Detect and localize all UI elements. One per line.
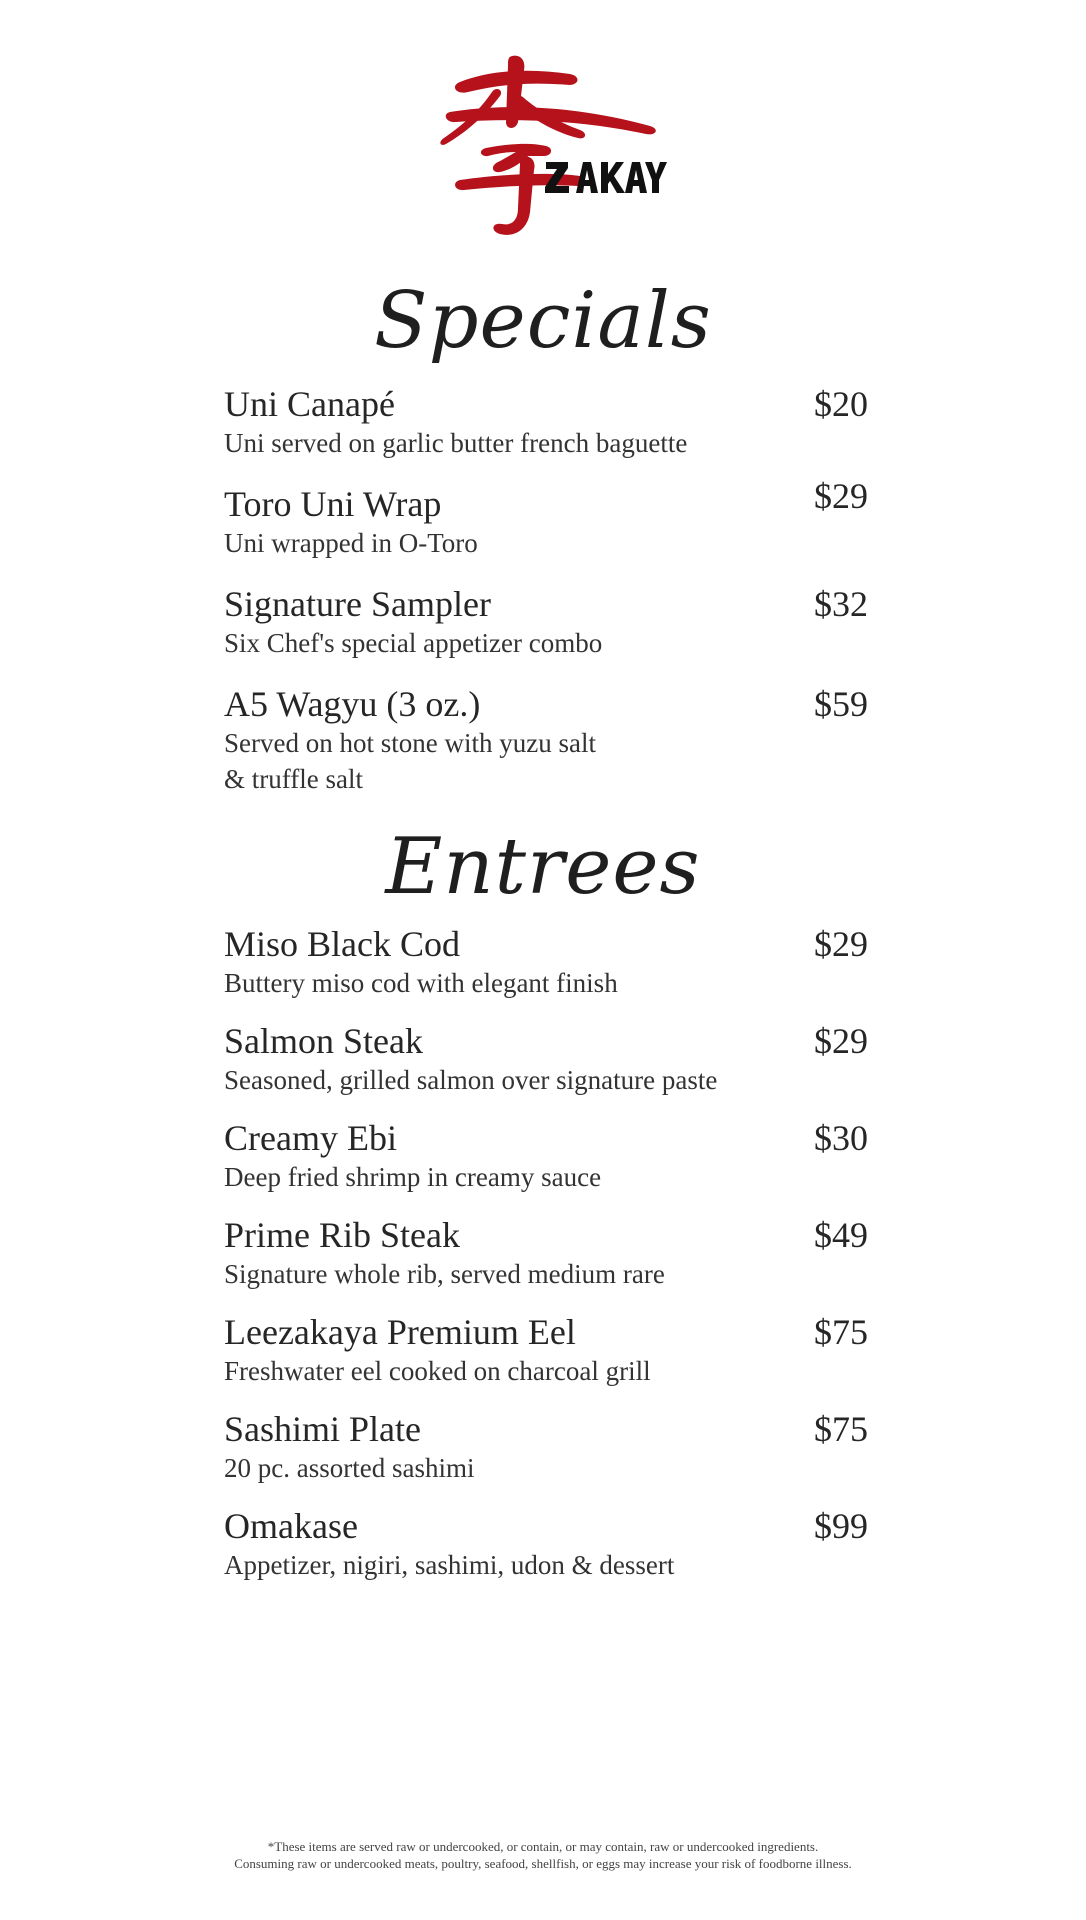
item-description: Seasoned, grilled salmon over signature paste xyxy=(224,1065,718,1095)
item-description: Uni served on garlic butter french baguette xyxy=(224,428,688,458)
item-description: Freshwater eel cooked on charcoal grill xyxy=(224,1356,651,1386)
menu-item xyxy=(224,683,868,797)
item-description: Deep fried shrimp in creamy sauce xyxy=(224,1162,602,1192)
item-description: Signature whole rib, served medium rare xyxy=(224,1259,665,1289)
menu-item xyxy=(224,1117,868,1195)
food-safety-disclaimer xyxy=(0,1838,1086,1872)
menu-item xyxy=(224,1408,868,1486)
item-name: Leezakaya Premium Eel xyxy=(224,1312,576,1352)
item-price: $30 xyxy=(814,1118,868,1158)
item-name: Toro Uni Wrap xyxy=(224,484,442,524)
item-name: Salmon Steak xyxy=(224,1021,423,1061)
item-price: $20 xyxy=(814,384,868,424)
item-description-continued: & truffle salt xyxy=(224,764,363,794)
item-name: Uni Canapé xyxy=(224,384,395,424)
disclaimer-line-2: Consuming raw or undercooked meats, poultry, seafood, shellfish, or eggs may increase your risk of foodborne illness. xyxy=(234,1856,852,1871)
item-price: $99 xyxy=(814,1506,868,1546)
item-description: 20 pc. assorted sashimi xyxy=(224,1453,475,1483)
menu-item xyxy=(224,1311,868,1389)
brush-kanji-logo-icon xyxy=(420,52,670,242)
item-description: Appetizer, nigiri, sashimi, udon & dessert xyxy=(224,1550,675,1580)
disclaimer-line-1: *These items are served raw or undercooked, or contain, or may contain, raw or undercooked ingredients. xyxy=(267,1839,819,1854)
item-description: Six Chef's special appetizer combo xyxy=(224,628,603,658)
item-description: Buttery miso cod with elegant finish xyxy=(224,968,618,998)
menu-item xyxy=(224,1505,868,1583)
specials-heading: Specials xyxy=(374,276,712,366)
item-price: $29 xyxy=(814,924,868,964)
item-name: Signature Sampler xyxy=(224,584,491,624)
item-price: $75 xyxy=(814,1312,868,1352)
menu-item xyxy=(224,583,868,661)
item-description: Served on hot stone with yuzu salt xyxy=(224,728,596,758)
item-description: Uni wrapped in O-Toro xyxy=(224,528,478,558)
item-name: Sashimi Plate xyxy=(224,1409,421,1449)
menu-item xyxy=(224,476,868,561)
item-name: Omakase xyxy=(224,1506,358,1546)
entrees-menu xyxy=(224,923,868,1602)
specials-menu xyxy=(224,383,868,819)
item-price: $29 xyxy=(814,1021,868,1061)
menu-item xyxy=(224,923,868,1001)
item-price: $49 xyxy=(814,1215,868,1255)
menu-item xyxy=(224,1214,868,1292)
menu-item xyxy=(224,1020,868,1098)
item-name: Creamy Ebi xyxy=(224,1118,397,1158)
menu-item xyxy=(224,383,868,461)
item-name: Miso Black Cod xyxy=(224,924,461,964)
entrees-heading: Entrees xyxy=(385,822,701,912)
item-price: $59 xyxy=(814,684,868,724)
item-price: $29 xyxy=(814,476,868,516)
item-price: $75 xyxy=(814,1409,868,1449)
item-name: Prime Rib Steak xyxy=(224,1215,460,1255)
restaurant-logo xyxy=(420,52,670,242)
item-name: A5 Wagyu (3 oz.) xyxy=(224,684,481,724)
item-price: $32 xyxy=(814,584,868,624)
